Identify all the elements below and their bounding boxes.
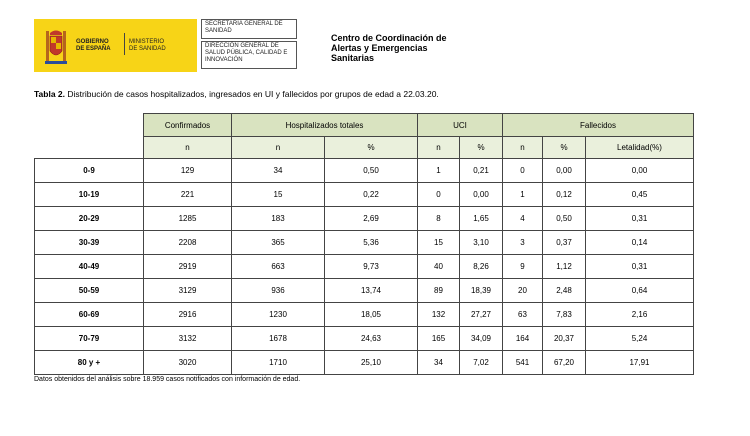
table-cell: 3129 — [144, 279, 232, 303]
age-group-cell: 0-9 — [35, 159, 144, 183]
sub-header: n — [232, 137, 325, 159]
title-line-3: Sanitarias — [331, 53, 375, 63]
age-group-cell: 80 y + — [35, 351, 144, 375]
logo-separator — [124, 33, 125, 55]
table-cell: 3 — [503, 231, 543, 255]
table-cell: 541 — [503, 351, 543, 375]
table-cell: 17,91 — [586, 351, 694, 375]
table-cell: 40 — [418, 255, 460, 279]
table-cell: 0,31 — [586, 255, 694, 279]
table-cell: 2,48 — [543, 279, 586, 303]
table-row — [35, 159, 694, 183]
logo-government-text: GOBIERNO DE ESPAÑA — [76, 39, 111, 52]
table-cell: 0,45 — [586, 183, 694, 207]
table-cell: 8,26 — [460, 255, 503, 279]
table-cell: 0,37 — [543, 231, 586, 255]
table-cell: 4 — [503, 207, 543, 231]
table-cell: 936 — [232, 279, 325, 303]
table-cell: 27,27 — [460, 303, 503, 327]
age-group-cell: 30-39 — [35, 231, 144, 255]
table-cell: 5,36 — [325, 231, 418, 255]
table-caption — [34, 89, 439, 99]
table-cell: 663 — [232, 255, 325, 279]
header-hospitalizados: Hospitalizados totales — [232, 114, 418, 137]
sub-header: % — [325, 137, 418, 159]
table-row — [35, 279, 694, 303]
table-cell: 18,05 — [325, 303, 418, 327]
table-cell: 3,10 — [460, 231, 503, 255]
table-cell: 1285 — [144, 207, 232, 231]
table-cell: 0,22 — [325, 183, 418, 207]
table-cell: 1,65 — [460, 207, 503, 231]
cases-table — [34, 113, 694, 375]
table-cell: 7,02 — [460, 351, 503, 375]
table-cell: 9,73 — [325, 255, 418, 279]
age-group-cell: 20-29 — [35, 207, 144, 231]
sub-header: n — [144, 137, 232, 159]
table-cell: 1710 — [232, 351, 325, 375]
coat-of-arms-icon — [44, 27, 68, 65]
table-cell: 2,16 — [586, 303, 694, 327]
table-cell: 365 — [232, 231, 325, 255]
table-cell: 18,39 — [460, 279, 503, 303]
table-cell: 0,14 — [586, 231, 694, 255]
title-line-2: Alertas y Emergencias — [331, 43, 428, 53]
table-cell: 221 — [144, 183, 232, 207]
table-cell: 9 — [503, 255, 543, 279]
header-uci: UCI — [418, 114, 503, 137]
table-row — [35, 303, 694, 327]
table-cell: 7,83 — [543, 303, 586, 327]
caption-label: Tabla 2. — [34, 89, 66, 99]
center-title — [331, 33, 471, 63]
document-header — [34, 17, 734, 75]
table-cell: 1 — [503, 183, 543, 207]
logo-ministry-text: MINISTERIO DE SANIDAD — [129, 39, 166, 52]
table-cell: 2,69 — [325, 207, 418, 231]
table-cell: 8 — [418, 207, 460, 231]
table-cell: 165 — [418, 327, 460, 351]
table-cell: 63 — [503, 303, 543, 327]
table-cell: 15 — [232, 183, 325, 207]
sub-header: % — [543, 137, 586, 159]
table-cell: 24,63 — [325, 327, 418, 351]
table-cell: 129 — [144, 159, 232, 183]
sub-header: Letalidad(%) — [586, 137, 694, 159]
table-cell: 15 — [418, 231, 460, 255]
header-confirmados: Confirmados — [144, 114, 232, 137]
table-cell: 34,09 — [460, 327, 503, 351]
table-cell: 0,12 — [543, 183, 586, 207]
table-cell: 25,10 — [325, 351, 418, 375]
table-cell: 1,12 — [543, 255, 586, 279]
table-cell: 3132 — [144, 327, 232, 351]
table-cell: 20,37 — [543, 327, 586, 351]
table-cell: 0,64 — [586, 279, 694, 303]
table-cell: 0,31 — [586, 207, 694, 231]
table-cell: 34 — [232, 159, 325, 183]
title-line-1: Centro de Coordinación de — [331, 33, 447, 43]
table-cell: 2916 — [144, 303, 232, 327]
table-row — [35, 351, 694, 375]
table-cell: 183 — [232, 207, 325, 231]
table-cell: 0,00 — [460, 183, 503, 207]
blank-corner-sub — [35, 137, 144, 159]
table-cell: 0,21 — [460, 159, 503, 183]
sub-header-row — [35, 137, 694, 159]
table-cell: 2208 — [144, 231, 232, 255]
table-cell: 164 — [503, 327, 543, 351]
age-group-cell: 50-59 — [35, 279, 144, 303]
table-row — [35, 255, 694, 279]
table-row — [35, 183, 694, 207]
table-footnote: Datos obtenidos del análisis sobre 18.959 casos notificados con información de edad. — [34, 376, 301, 383]
table-cell: 0 — [418, 183, 460, 207]
table-cell: 13,74 — [325, 279, 418, 303]
age-group-cell: 60-69 — [35, 303, 144, 327]
government-logo — [34, 19, 197, 72]
direccion-box: DIRECCIÓN GENERAL DE SALUD PÚBLICA, CALIDAD E INNOVACIÓN — [201, 41, 297, 69]
table-cell: 20 — [503, 279, 543, 303]
table-cell: 1230 — [232, 303, 325, 327]
table-cell: 0,00 — [543, 159, 586, 183]
table-cell: 89 — [418, 279, 460, 303]
header-fallecidos: Fallecidos — [503, 114, 694, 137]
sub-header: n — [503, 137, 543, 159]
table-cell: 0,50 — [325, 159, 418, 183]
age-group-cell: 40-49 — [35, 255, 144, 279]
table-cell: 1 — [418, 159, 460, 183]
secretaria-box: SECRETARIA GENERAL DE SANIDAD — [201, 19, 297, 39]
table-cell: 0 — [503, 159, 543, 183]
table-cell: 2919 — [144, 255, 232, 279]
table-row — [35, 231, 694, 255]
blank-corner — [35, 114, 144, 137]
age-group-cell: 10-19 — [35, 183, 144, 207]
table-cell: 0,00 — [586, 159, 694, 183]
table-row — [35, 207, 694, 231]
table-cell: 132 — [418, 303, 460, 327]
table-cell: 0,50 — [543, 207, 586, 231]
caption-text: Distribución de casos hospitalizados, ingresados en UI y fallecidos por grupos de edad a 22.03.20. — [65, 89, 439, 99]
table-row — [35, 327, 694, 351]
group-header-row — [35, 114, 694, 137]
sub-header: % — [460, 137, 503, 159]
table-cell: 34 — [418, 351, 460, 375]
sub-header: n — [418, 137, 460, 159]
table-cell: 67,20 — [543, 351, 586, 375]
department-boxes — [201, 19, 297, 69]
table-cell: 1678 — [232, 327, 325, 351]
table-cell: 5,24 — [586, 327, 694, 351]
age-group-cell: 70-79 — [35, 327, 144, 351]
table-cell: 3020 — [144, 351, 232, 375]
